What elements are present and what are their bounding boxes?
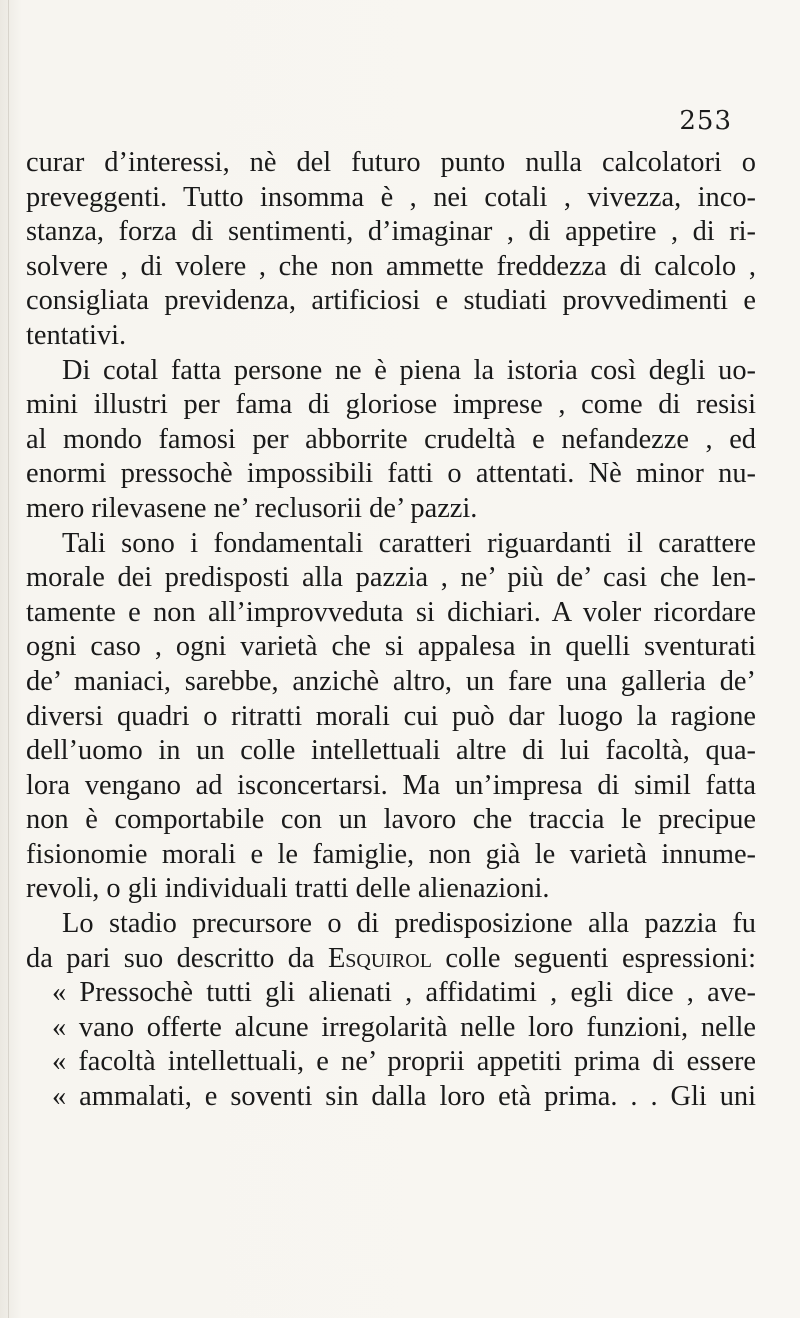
text-line: enormi pressochè impossibili fatti o attentati. Nè minor nu-	[26, 458, 756, 490]
text-line: ogni caso , ogni varietà che si appalesa in quelli sventurati	[26, 631, 756, 663]
text-line: lora vengano ad isconcertarsi. Ma un’impresa di simil fatta	[26, 769, 756, 801]
text-line: « facoltà intellettuali, e ne’ proprii appetiti prima di essere	[52, 1046, 756, 1078]
body-text	[26, 146, 756, 1115]
text-line: « ammalati, e soventi sin dalla loro età prima. . . Gli uni	[52, 1081, 756, 1113]
text-line: solvere , di volere , che non ammette freddezza di calcolo ,	[26, 250, 756, 282]
binding-gutter	[8, 0, 9, 1318]
text-line: non è comportabile con un lavoro che traccia le precipue	[26, 804, 756, 836]
text-line: « Pressochè tutti gli alienati , affidatimi , egli dice , ave-	[52, 977, 756, 1009]
page-number: 253	[679, 106, 732, 136]
text-line: revoli, o gli individuali tratti delle alienazioni.	[26, 873, 550, 905]
text-line: diversi quadri o ritratti morali cui può dar luogo la ragione	[26, 700, 756, 732]
text-line: morale dei predisposti alla pazzia , ne’ più de’ casi che len-	[26, 562, 756, 594]
text-line: tentativi.	[26, 319, 127, 351]
text-line: consigliata previdenza, artificiosi e studiati provvedimenti e	[26, 285, 756, 317]
author-name: Esquirol	[327, 942, 432, 974]
text-line: « vano offerte alcune irregolarità nelle loro funzioni, nelle	[52, 1011, 756, 1043]
text-line: mero rilevasene ne’ reclusorii de’ pazzi.	[26, 492, 478, 524]
text-line: fisionomie morali e le famiglie, non già le varietà innume-	[26, 838, 756, 870]
text-line: stanza, forza di sentimenti, d’imaginar , di appetire , di ri-	[26, 216, 756, 248]
text-line: mini illustri per fama di gloriose imprese , come di resisi	[26, 389, 756, 421]
text-line: tamente e non all’improvveduta si dichiari. A voler ricordare	[26, 596, 756, 628]
text-line: Lo stadio precursore o di predisposizione alla pazzia fu	[62, 908, 756, 940]
text-line: Di cotal fatta persone ne è piena la istoria così degli uo-	[62, 354, 756, 386]
text-line: al mondo famosi per abborrite crudeltà e nefandezze , ed	[26, 423, 756, 455]
text-line: de’ maniaci, sarebbe, anzichè altro, un fare una galleria de’	[26, 665, 756, 697]
text-line: preveggenti. Tutto insomma è , nei cotali , vivezza, inco-	[26, 181, 756, 213]
text-line: dell’uomo in un colle intellettuali altre di lui facoltà, qua-	[26, 735, 756, 767]
text-line: curar d’interessi, nè del futuro punto nulla calcolatori o	[26, 147, 756, 178]
text-line: Tali sono i fondamentali caratteri riguardanti il carattere	[62, 527, 756, 559]
text-line: da pari suo descritto da Esquirol colle seguenti espressioni:	[26, 942, 756, 974]
